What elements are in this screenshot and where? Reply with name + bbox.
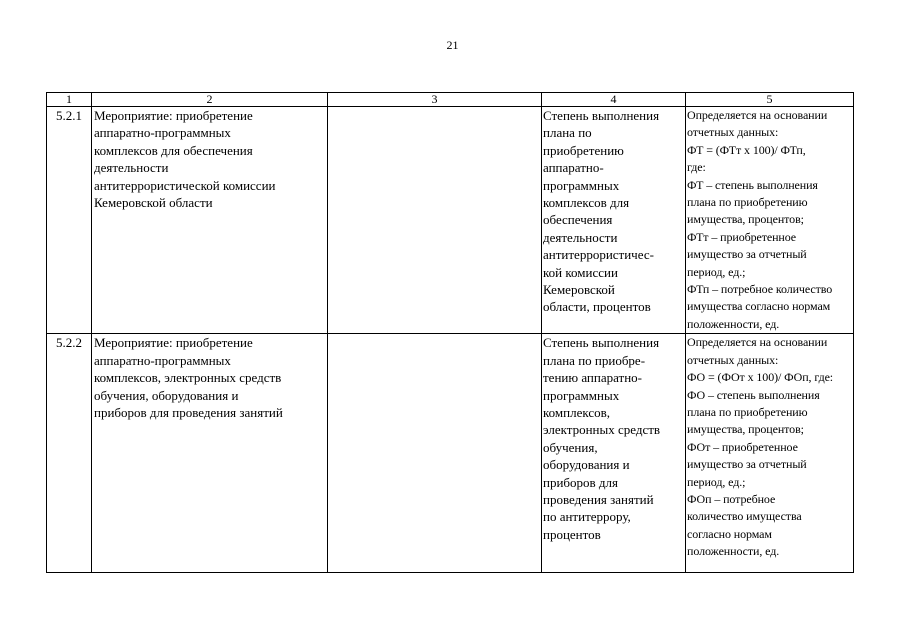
header-cell-5: 5 <box>686 93 854 107</box>
header-cell-2: 2 <box>92 93 328 107</box>
row-number-cell: 5.2.1 <box>47 107 92 334</box>
header-cell-1: 1 <box>47 93 92 107</box>
empty-cell <box>328 334 542 573</box>
method-cell: Определяется на основании отчетных данных: ФО = (ФОт х 100)/ ФОп, где: ФО – степень выполнения плана по приобретению имущества, процентов; ФОт – приобретенное имущество за отчетный период, ед.; ФОп – потребное количество имущества согласно нормам положенности, ед. <box>686 334 854 573</box>
table-header-row <box>47 93 854 107</box>
event-cell: Мероприятие: приобретение аппаратно-программных комплексов для обеспечения деятельности антитеррористической комиссии Кемеровской области <box>92 107 328 334</box>
program-table <box>46 92 854 573</box>
empty-cell <box>328 107 542 334</box>
table-row <box>47 334 854 573</box>
event-cell: Мероприятие: приобретение аппаратно-программных комплексов, электронных средств обучения, оборудования и приборов для проведения занятий <box>92 334 328 573</box>
indicator-cell: Степень выполнения плана по приобре- тению аппаратно- программных комплексов, электронных средств обучения, оборудования и приборов для проведения занятий по антитеррору, процентов <box>542 334 686 573</box>
row-number-cell: 5.2.2 <box>47 334 92 573</box>
header-cell-3: 3 <box>328 93 542 107</box>
indicator-cell: Степень выполнения плана по приобретению аппаратно- программных комплексов для обеспечения деятельности антитеррористичес- кой комиссии Кемеровской области, процентов <box>542 107 686 334</box>
table-row <box>47 107 854 334</box>
page-number: 21 <box>446 38 459 52</box>
method-cell: Определяется на основании отчетных данных: ФТ = (ФТт х 100)/ ФТп, где: ФТ – степень выполнения плана по приобретению имущества, процентов; ФТт – приобретенное имущество за отчетный период, ед.; ФТп – потребное количество имущества согласно нормам положенности, ед. <box>686 107 854 334</box>
header-cell-4: 4 <box>542 93 686 107</box>
